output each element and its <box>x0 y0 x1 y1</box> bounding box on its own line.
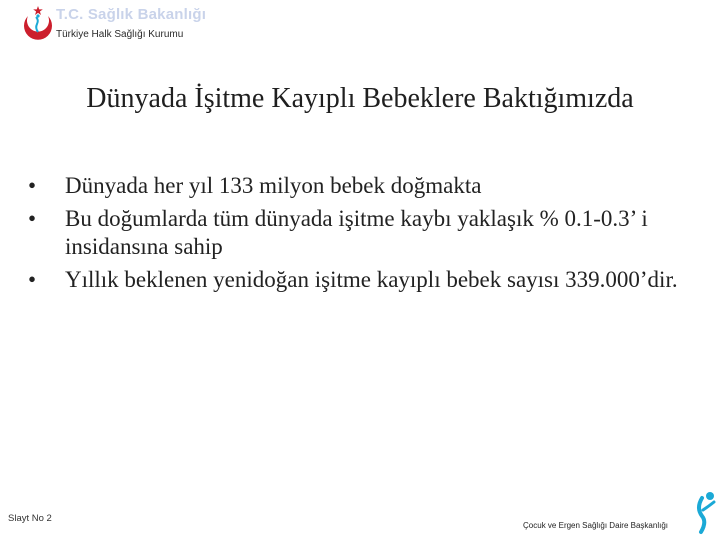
bullet-list <box>28 172 708 298</box>
bullet-item: • Yıllık beklenen yenidoğan işitme kayıplı bebek sayısı 339.000’dir. <box>28 266 708 295</box>
crescent-star-logo-icon <box>18 4 54 44</box>
org-subtitle: Türkiye Halk Sağlığı Kurumu <box>56 29 184 40</box>
bullet-item: • Bu doğumlarda tüm dünyada işitme kaybı yaklaşık % 0.1-0.3’ i insidansına sahip <box>28 205 708 262</box>
child-figure-logo-icon <box>692 490 718 536</box>
slide-number: Slayt No 2 <box>8 513 52 524</box>
slide-title: Dünyada İşitme Kayıplı Bebeklere Baktığımızda <box>86 83 634 114</box>
footer-org-name: Çocuk ve Ergen Sağlığı Daire Başkanlığı <box>523 521 668 530</box>
org-title: T.C. Sağlık Bakanlığı <box>56 6 207 23</box>
bullet-item: • Dünyada her yıl 133 milyon bebek doğmakta <box>28 172 708 201</box>
